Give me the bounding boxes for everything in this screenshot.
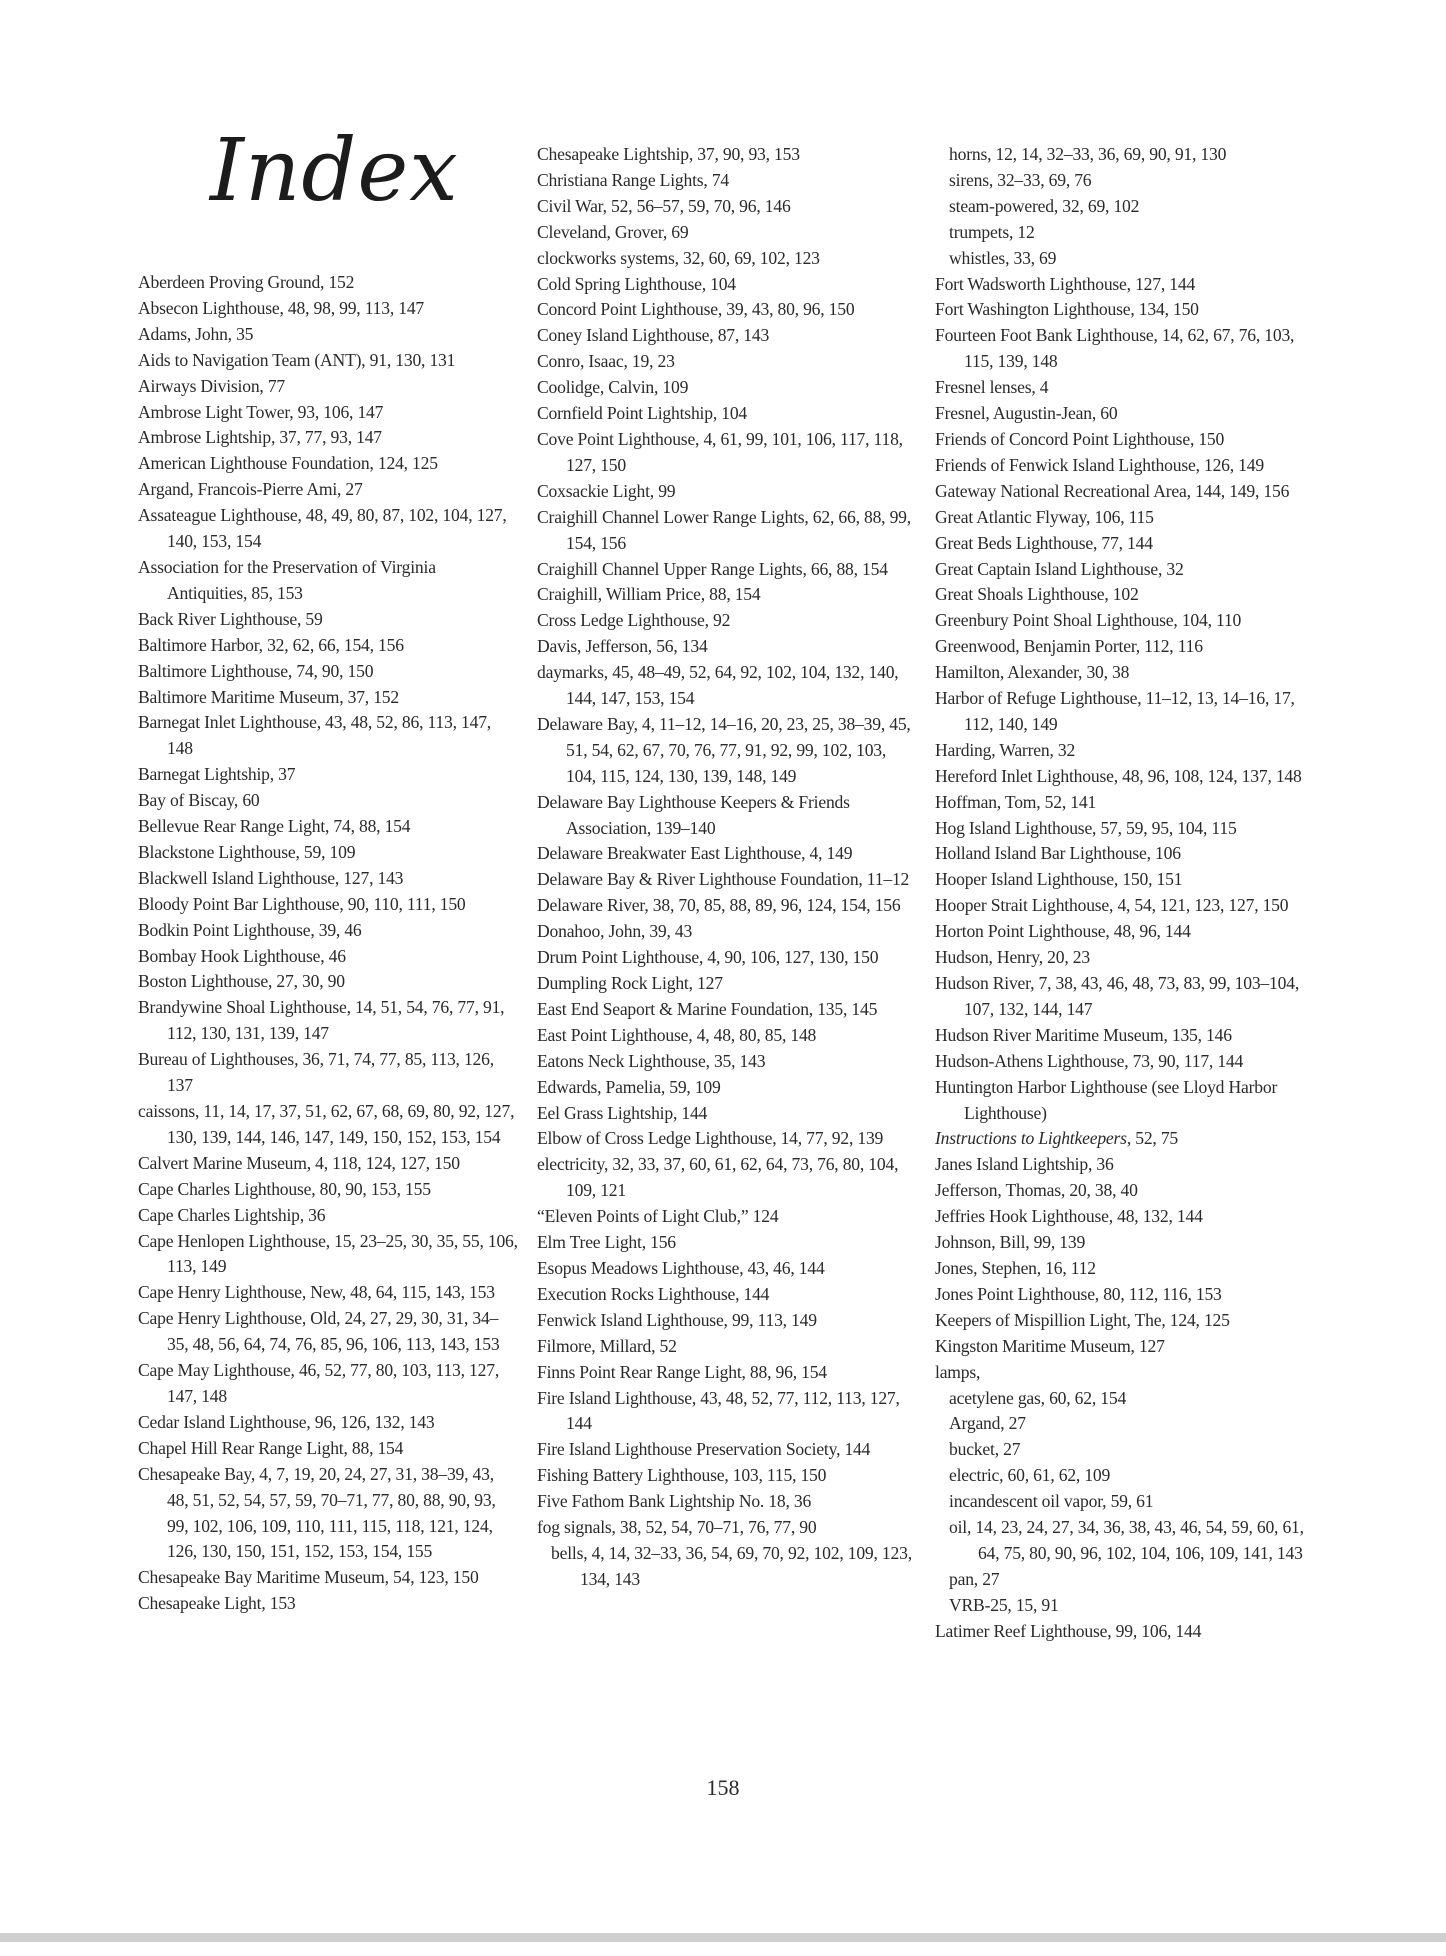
- index-entry: Greenbury Point Shoal Lighthouse, 104, 110: [935, 610, 1242, 631]
- index-entry: Five Fathom Bank Lightship No. 18, 36: [537, 1491, 812, 1512]
- index-entry: Fresnel lenses, 4: [935, 377, 1049, 398]
- index-entry: Elm Tree Light, 156: [537, 1232, 676, 1253]
- index-entry: Friends of Concord Point Lighthouse, 150: [935, 428, 1225, 449]
- index-entry: Chesapeake Light, 153: [138, 1593, 296, 1614]
- index-entry: Delaware Bay Lighthouse Keepers & Friends Association, 139–140: [537, 791, 850, 838]
- index-entry: Adams, John, 35: [138, 323, 254, 344]
- bottom-divider: [0, 1933, 1446, 1942]
- index-subentry: bucket, 27: [949, 1439, 1021, 1460]
- index-entry: “Eleven Points of Light Club,” 124: [537, 1206, 779, 1227]
- index-entry: Great Beds Lighthouse, 77, 144: [935, 532, 1153, 553]
- index-entry: Back River Lighthouse, 59: [138, 608, 323, 629]
- index-entry: Elbow of Cross Ledge Lighthouse, 14, 77, 92, 139: [537, 1128, 884, 1149]
- index-entry: Johnson, Bill, 99, 139: [935, 1232, 1086, 1253]
- index-entry: Bay of Biscay, 60: [138, 790, 260, 811]
- index-entry: Kingston Maritime Museum, 127: [935, 1335, 1165, 1356]
- index-entry: Drum Point Lighthouse, 4, 90, 106, 127, 130, 150: [537, 947, 879, 968]
- index-entry: Brandywine Shoal Lighthouse, 14, 51, 54, 76, 77, 91, 112, 130, 131, 139, 147: [138, 997, 505, 1044]
- index-entry: Execution Rocks Lighthouse, 144: [537, 1283, 770, 1304]
- index-entry: Cove Point Lighthouse, 4, 61, 99, 101, 106, 117, 118, 127, 150: [537, 428, 903, 475]
- index-entry: Chesapeake Bay Maritime Museum, 54, 123, 150: [138, 1567, 479, 1588]
- index-entry: Bureau of Lighthouses, 36, 71, 74, 77, 85, 113, 126, 137: [138, 1049, 494, 1096]
- index-entry: Baltimore Maritime Museum, 37, 152: [138, 686, 399, 707]
- index-entry: Hudson River, 7, 38, 43, 46, 48, 73, 83, 99, 103–104, 107, 132, 144, 147: [935, 973, 1300, 1019]
- index-entry: Finns Point Rear Range Light, 88, 96, 154: [537, 1361, 827, 1382]
- entry-title-italic: Instructions to Lightkeepers,: [935, 1128, 1136, 1149]
- index-entry: Cold Spring Lighthouse, 104: [537, 273, 736, 294]
- index-entry: Fort Washington Lighthouse, 134, 150: [935, 299, 1199, 320]
- index-entry: Dumpling Rock Light, 127: [537, 973, 723, 993]
- index-entry: Aids to Navigation Team (ANT), 91, 130, 131: [138, 349, 456, 370]
- index-entry: Argand, Francois-Pierre Ami, 27: [138, 479, 363, 500]
- index-entry: Absecon Lighthouse, 48, 98, 99, 113, 147: [138, 297, 425, 318]
- index-entry: Cleveland, Grover, 69: [537, 221, 689, 242]
- index-entry: American Lighthouse Foundation, 124, 125: [138, 453, 438, 474]
- index-subentry: Argand, 27: [949, 1413, 1026, 1434]
- index-entry: Edwards, Pamelia, 59, 109: [537, 1076, 721, 1097]
- index-entry: Hudson, Henry, 20, 23: [935, 947, 1090, 968]
- index-entry: Cape Charles Lightship, 36: [138, 1204, 326, 1225]
- index-subentry: oil, 14, 23, 24, 27, 34, 36, 38, 43, 46, 54, 59, 60, 61, 64, 75, 80, 90, 96, 102, 104, 106, 109, 141, 143: [949, 1517, 1304, 1563]
- index-subentry: trumpets, 12: [949, 221, 1035, 242]
- index-entry: Jeffries Hook Lighthouse, 48, 132, 144: [935, 1206, 1203, 1227]
- index-entry: Fishing Battery Lighthouse, 103, 115, 150: [537, 1465, 827, 1486]
- index-entry: Coney Island Lighthouse, 87, 143: [537, 325, 770, 346]
- index-column-1: [138, 270, 518, 1617]
- index-entry: Barnegat Lightship, 37: [138, 764, 296, 785]
- index-column-2: [537, 142, 917, 1593]
- index-entry: Hudson River Maritime Museum, 135, 146: [935, 1024, 1232, 1045]
- index-entry: Boston Lighthouse, 27, 30, 90: [138, 971, 345, 992]
- index-entry: Huntington Harbor Lighthouse (see Lloyd Harbor Lighthouse): [935, 1076, 1278, 1123]
- index-entry: Blackwell Island Lighthouse, 127, 143: [138, 867, 404, 888]
- index-entry: East Point Lighthouse, 4, 48, 80, 85, 148: [537, 1024, 817, 1045]
- page-title: Index: [210, 121, 459, 221]
- index-entry: Great Captain Island Lighthouse, 32: [935, 558, 1184, 579]
- index-entry: Craighill Channel Upper Range Lights, 66, 88, 154: [537, 558, 888, 579]
- index-entry: fog signals, 38, 52, 54, 70–71, 76, 77, 90: [537, 1517, 817, 1538]
- index-entry: Hooper Island Lighthouse, 150, 151: [935, 869, 1183, 890]
- index-entry: Eatons Neck Lighthouse, 35, 143: [537, 1050, 766, 1071]
- index-entry: Airways Division, 77: [138, 375, 286, 396]
- index-entry: Fourteen Foot Bank Lighthouse, 14, 62, 67, 76, 103, 115, 139, 148: [935, 325, 1295, 372]
- index-entry: Donahoo, John, 39, 43: [537, 921, 693, 942]
- index-entry: Concord Point Lighthouse, 39, 43, 80, 96, 150: [537, 299, 855, 320]
- index-subentry: bells, 4, 14, 32–33, 36, 54, 69, 70, 92, 102, 109, 123, 134, 143: [551, 1542, 912, 1589]
- index-entry: Harbor of Refuge Lighthouse, 11–12, 13, 14–16, 17, 112, 140, 149: [935, 688, 1295, 734]
- index-entry: Delaware Bay & River Lighthouse Foundation, 11–12: [537, 869, 910, 890]
- index-entry: Blackstone Lighthouse, 59, 109: [138, 841, 356, 862]
- index-entry: Hereford Inlet Lighthouse, 48, 96, 108, 124, 137, 148: [935, 765, 1302, 786]
- index-entry: Fire Island Lighthouse, 43, 48, 52, 77, 112, 113, 127, 144: [537, 1387, 900, 1434]
- index-entry: Calvert Marine Museum, 4, 118, 124, 127, 150: [138, 1152, 460, 1173]
- index-subentry: steam-powered, 32, 69, 102: [949, 195, 1140, 216]
- index-entry: Christiana Range Lights, 74: [537, 169, 730, 190]
- index-entry: Chapel Hill Rear Range Light, 88, 154: [138, 1437, 404, 1458]
- index-entry: Coolidge, Calvin, 109: [537, 377, 689, 398]
- index-entry: Chesapeake Bay, 4, 7, 19, 20, 24, 27, 31, 38–39, 43, 48, 51, 52, 54, 57, 59, 70–71, 77, 80, 88, 90, 93, 99, 102, 106, 109, 110, 111, 115, 118, 121, 124, 126, 130, 150, 151, 152, 153, 154, 155: [138, 1463, 496, 1562]
- index-entry: Jones, Stephen, 16, 112: [935, 1257, 1096, 1278]
- index-subentry: acetylene gas, 60, 62, 154: [949, 1387, 1127, 1408]
- index-entry: electricity, 32, 33, 37, 60, 61, 62, 64, 73, 76, 80, 104, 109, 121: [537, 1154, 899, 1201]
- index-entry: Coxsackie Light, 99: [537, 480, 676, 501]
- index-entry: Assateague Lighthouse, 48, 49, 80, 87, 102, 104, 127, 140, 153, 154: [138, 505, 507, 552]
- index-entry: Bodkin Point Lighthouse, 39, 46: [138, 919, 362, 940]
- index-subentry: incandescent oil vapor, 59, 61: [949, 1491, 1154, 1512]
- index-entry: lamps,: [935, 1361, 981, 1382]
- index-entry: Hudson-Athens Lighthouse, 73, 90, 117, 144: [935, 1050, 1244, 1071]
- index-entry: Esopus Meadows Lighthouse, 43, 46, 144: [537, 1257, 825, 1278]
- index-entry: Cornfield Point Lightship, 104: [537, 403, 748, 424]
- index-entry: Craighill, William Price, 88, 154: [537, 584, 761, 605]
- index-entry: Keepers of Mispillion Light, The, 124, 125: [935, 1309, 1230, 1330]
- index-entry: Civil War, 52, 56–57, 59, 70, 96, 146: [537, 195, 791, 216]
- index-entry: Cape May Lighthouse, 46, 52, 77, 80, 103, 113, 127, 147, 148: [138, 1360, 500, 1406]
- index-entry: Cape Charles Lighthouse, 80, 90, 153, 155: [138, 1178, 431, 1199]
- index-entry: daymarks, 45, 48–49, 52, 64, 92, 102, 104, 132, 140, 144, 147, 153, 154: [537, 662, 899, 709]
- index-entry: Holland Island Bar Lighthouse, 106: [935, 843, 1181, 864]
- index-column-3: [935, 142, 1315, 1645]
- index-entry: caissons, 11, 14, 17, 37, 51, 62, 67, 68, 69, 80, 92, 127, 130, 139, 144, 146, 147, 149, 150, 152, 153, 154: [138, 1101, 515, 1147]
- index-entry: Jefferson, Thomas, 20, 38, 40: [935, 1180, 1138, 1201]
- index-subentry: horns, 12, 14, 32–33, 36, 69, 90, 91, 130: [949, 144, 1227, 164]
- index-entry: Greenwood, Benjamin Porter, 112, 116: [935, 636, 1203, 657]
- index-entry: Fire Island Lighthouse Preservation Society, 144: [537, 1439, 871, 1460]
- index-entry: Janes Island Lightship, 36: [935, 1154, 1114, 1175]
- index-entry: Conro, Isaac, 19, 23: [537, 351, 675, 372]
- index-entry: Bloody Point Bar Lighthouse, 90, 110, 111, 150: [138, 893, 466, 914]
- index-entry: Cape Henry Lighthouse, New, 48, 64, 115, 143, 153: [138, 1282, 495, 1303]
- index-entry: [935, 1126, 1315, 1152]
- index-subentry: whistles, 33, 69: [949, 247, 1057, 268]
- index-entry: Delaware River, 38, 70, 85, 88, 89, 96, 124, 154, 156: [537, 895, 901, 916]
- index-subentry: sirens, 32–33, 69, 76: [949, 169, 1092, 190]
- page-number: 158: [706, 1775, 740, 1800]
- index-entry: Eel Grass Lightship, 144: [537, 1102, 708, 1123]
- index-entry: Hooper Strait Lighthouse, 4, 54, 121, 123, 127, 150: [935, 895, 1289, 916]
- index-subentry: VRB-25, 15, 91: [949, 1594, 1059, 1615]
- index-entry: Association for the Preservation of Virginia Antiquities, 85, 153: [138, 556, 436, 603]
- index-entry: Fenwick Island Lighthouse, 99, 113, 149: [537, 1309, 817, 1330]
- index-subentry: pan, 27: [949, 1568, 1000, 1589]
- index-entry: Cedar Island Lighthouse, 96, 126, 132, 143: [138, 1411, 435, 1432]
- index-entry: Delaware Breakwater East Lighthouse, 4, 149: [537, 843, 853, 864]
- index-entry: Fort Wadsworth Lighthouse, 127, 144: [935, 273, 1196, 294]
- index-entry: Ambrose Light Tower, 93, 106, 147: [138, 401, 384, 422]
- index-entry: Delaware Bay, 4, 11–12, 14–16, 20, 23, 25, 38–39, 45, 51, 54, 62, 67, 70, 76, 77, 91, 92, 99, 102, 103, 104, 115, 124, 130, 139, 148, 149: [537, 713, 911, 786]
- index-entry: Baltimore Lighthouse, 74, 90, 150: [138, 660, 374, 681]
- index-entry: Gateway National Recreational Area, 144, 149, 156: [935, 480, 1290, 501]
- index-entry: Cross Ledge Lighthouse, 92: [537, 610, 731, 631]
- index-entry: Jones Point Lighthouse, 80, 112, 116, 153: [935, 1283, 1222, 1304]
- index-entry: Craighill Channel Lower Range Lights, 62, 66, 88, 99, 154, 156: [537, 506, 911, 553]
- index-entry: clockworks systems, 32, 60, 69, 102, 123: [537, 247, 820, 268]
- index-entry: Cape Henlopen Lighthouse, 15, 23–25, 30, 35, 55, 106, 113, 149: [138, 1230, 518, 1277]
- index-entry: Friends of Fenwick Island Lighthouse, 126, 149: [935, 454, 1264, 475]
- index-entry: Aberdeen Proving Ground, 152: [138, 272, 355, 292]
- index-entry: Ambrose Lightship, 37, 77, 93, 147: [138, 427, 382, 448]
- index-entry: Filmore, Millard, 52: [537, 1335, 677, 1356]
- index-entry: Great Atlantic Flyway, 106, 115: [935, 506, 1154, 527]
- index-entry: Cape Henry Lighthouse, Old, 24, 27, 29, 30, 31, 34–35, 48, 56, 64, 74, 76, 85, 96, 106, 113, 143, 153: [138, 1308, 500, 1355]
- index-entry: Bombay Hook Lighthouse, 46: [138, 945, 346, 966]
- index-entry: Hog Island Lighthouse, 57, 59, 95, 104, 115: [935, 817, 1237, 838]
- index-subentry: electric, 60, 61, 62, 109: [949, 1465, 1111, 1486]
- index-entry: Latimer Reef Lighthouse, 99, 106, 144: [935, 1620, 1202, 1641]
- index-entry: Great Shoals Lighthouse, 102: [935, 584, 1139, 605]
- index-entry: Hoffman, Tom, 52, 141: [935, 791, 1097, 812]
- index-entry: Fresnel, Augustin-Jean, 60: [935, 403, 1118, 424]
- index-entry: Barnegat Inlet Lighthouse, 43, 48, 52, 86, 113, 147, 148: [138, 712, 491, 759]
- index-entry: Baltimore Harbor, 32, 62, 66, 154, 156: [138, 634, 404, 655]
- index-entry: East End Seaport & Marine Foundation, 135, 145: [537, 998, 878, 1019]
- index-entry: Bellevue Rear Range Light, 74, 88, 154: [138, 816, 411, 837]
- index-entry: Chesapeake Lightship, 37, 90, 93, 153: [537, 144, 800, 164]
- index-entry: Hamilton, Alexander, 30, 38: [935, 662, 1130, 683]
- entry-pages: 52, 75: [1135, 1128, 1179, 1149]
- index-entry: Davis, Jefferson, 56, 134: [537, 636, 708, 657]
- index-entry: Harding, Warren, 32: [935, 739, 1076, 760]
- index-entry: Horton Point Lighthouse, 48, 96, 144: [935, 921, 1191, 942]
